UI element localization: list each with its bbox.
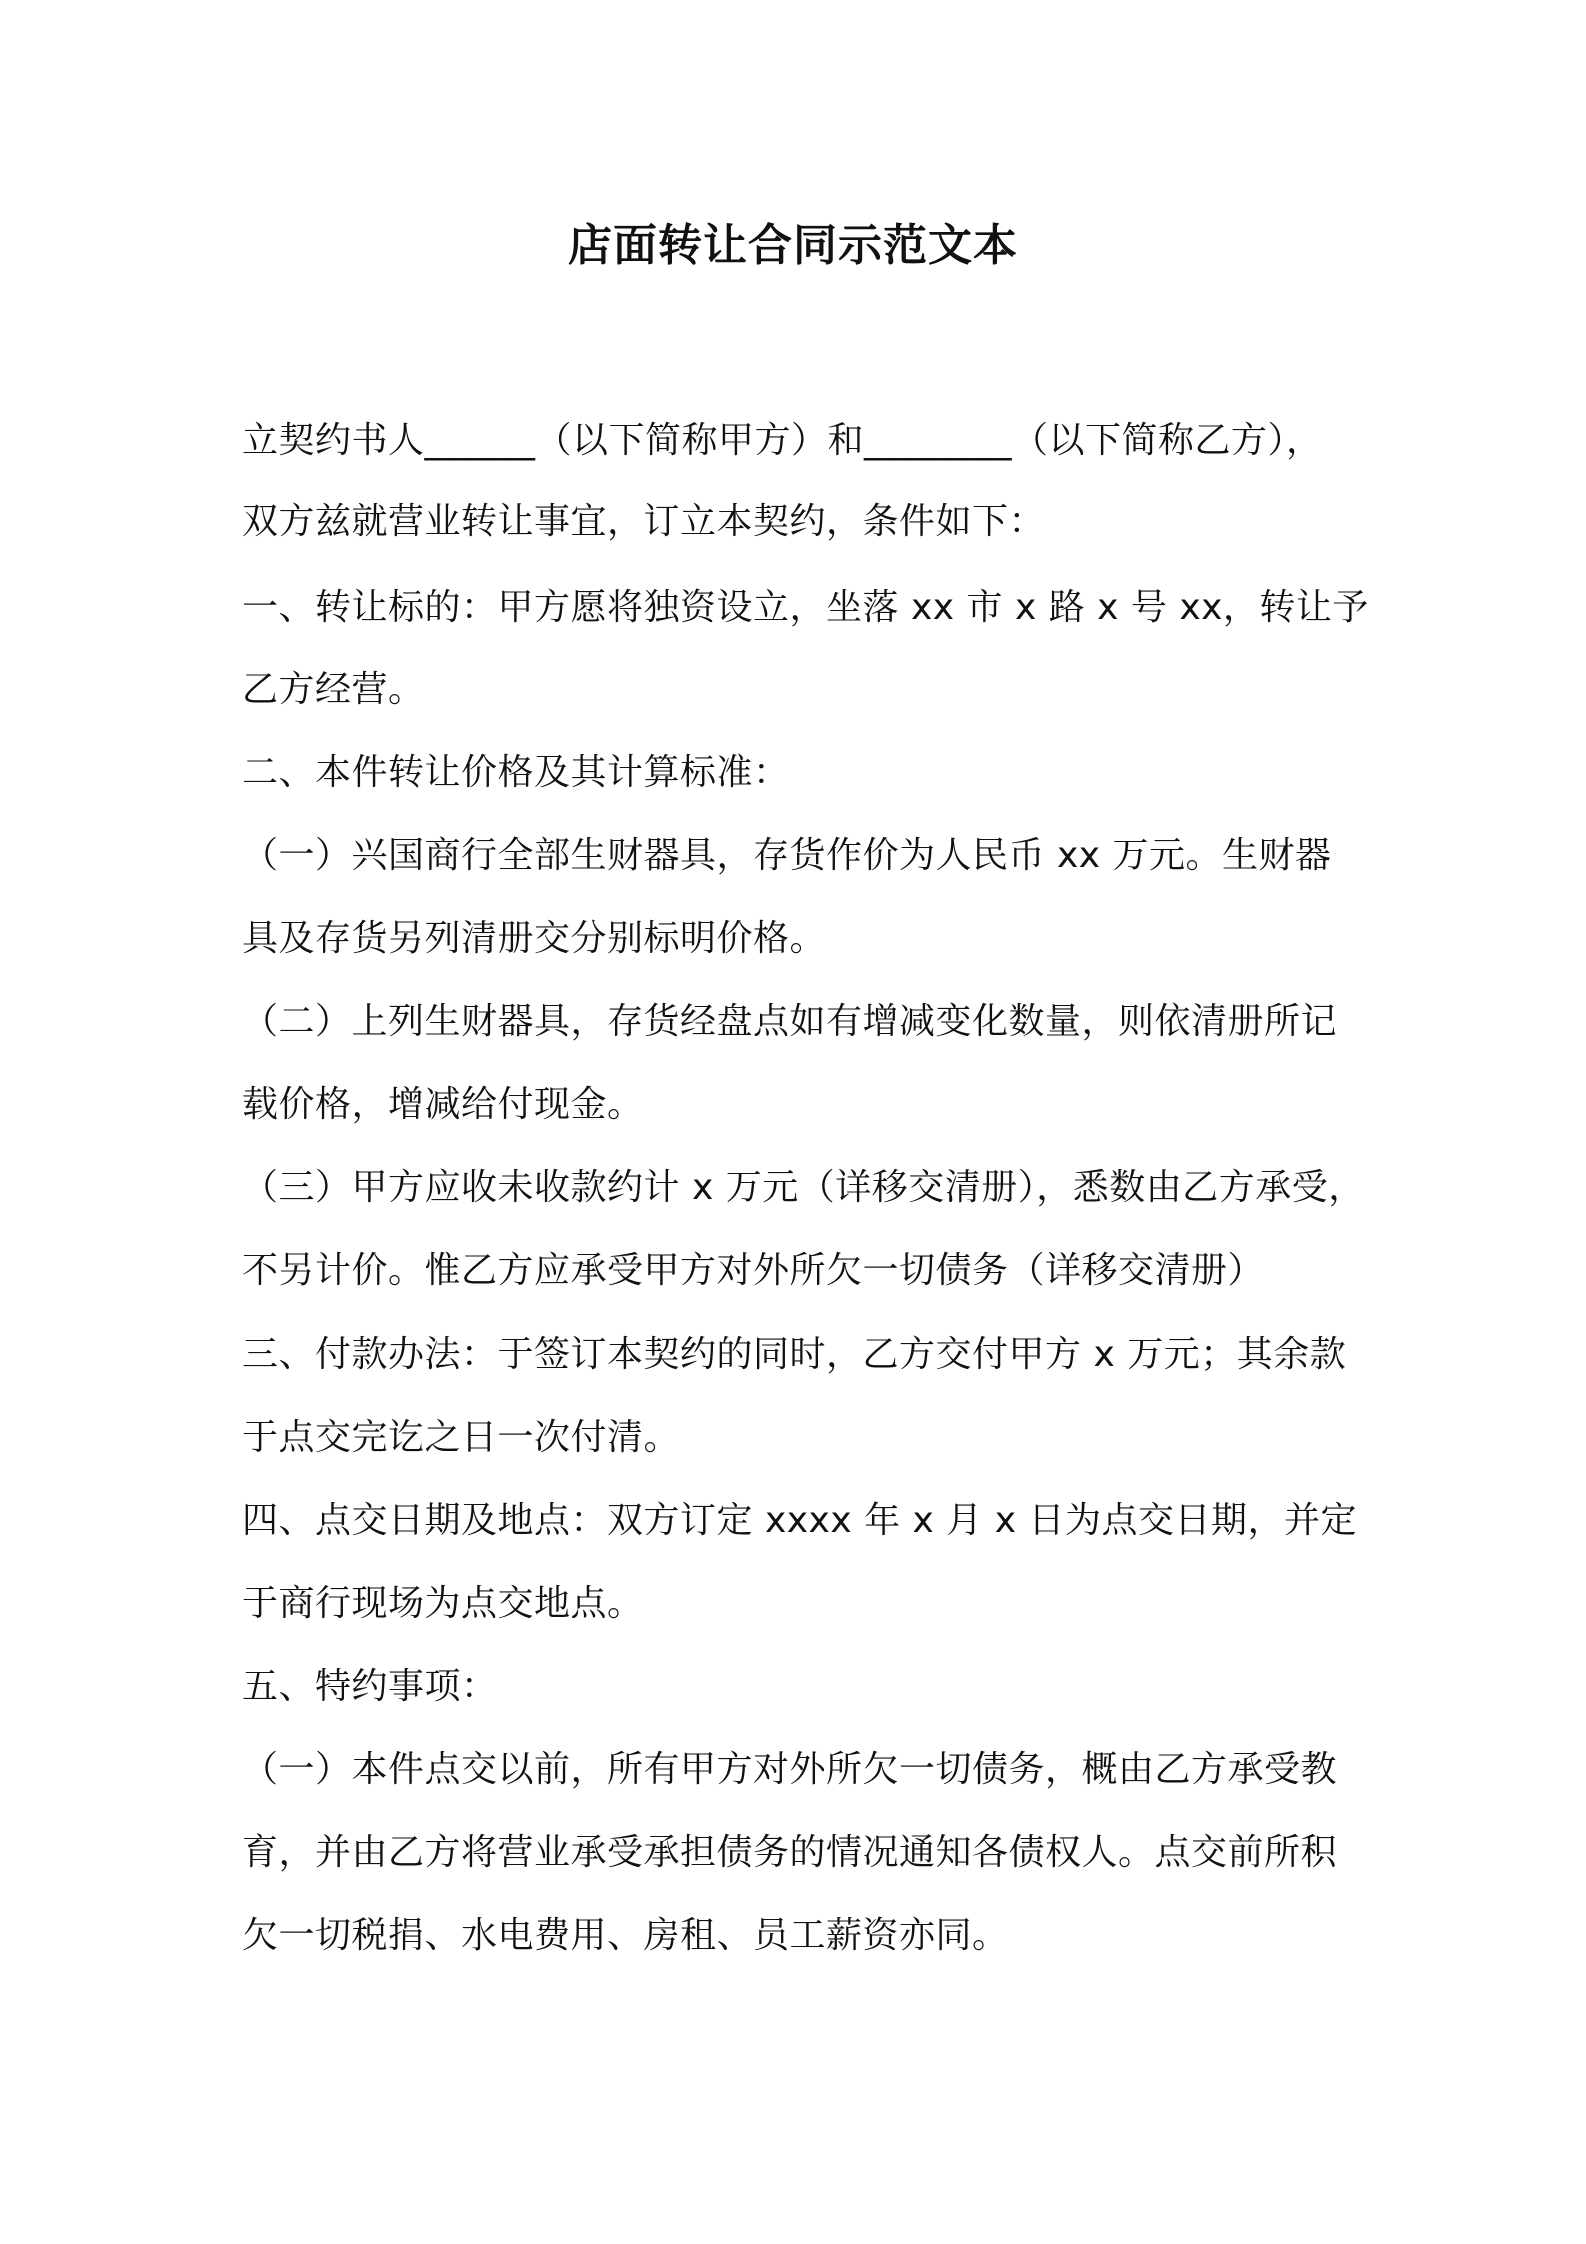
paragraph-line-16: 五、特约事项： [242,1666,498,1707]
paragraph-line-12: 三、付款办法：于签订本契约的同时，乙方交付甲方 x 万元；其余款 [242,1334,1347,1375]
paragraph-line-15: 于商行现场为点交地点。 [242,1583,644,1624]
paragraph-line-18: 育，并由乙方将营业承受承担债务的情况通知各债权人。点交前所积 [242,1832,1338,1873]
document-title: 店面转让合同示范文本 [568,220,1018,271]
paragraph-line-4: 乙方经营。 [242,669,425,710]
paragraph-line-2: 双方兹就营业转让事宜，订立本契约，条件如下： [242,501,1046,542]
paragraph-line-6: （一）兴国商行全部生财器具，存货作价为人民币 xx 万元。生财器 [242,835,1332,876]
paragraph-line-5: 二、本件转让价格及其计算标准： [242,752,790,793]
paragraph-line-1: 立契约书人______（以下简称甲方）和________（以下简称乙方）， [242,420,1323,461]
paragraph-line-10: （三）甲方应收未收款约计 x 万元（详移交清册），悉数由乙方承受， [242,1167,1365,1208]
paragraph-line-13: 于点交完讫之日一次付清。 [242,1417,681,1458]
paragraph-line-7: 具及存货另列清册交分别标明价格。 [242,918,827,959]
paragraph-line-3: 一、转让标的：甲方愿将独资设立，坐落 xx 市 x 路 x 号 xx，转让予 [242,587,1369,628]
paragraph-line-19: 欠一切税捐、水电费用、房租、员工薪资亦同。 [242,1915,1009,1956]
paragraph-line-8: （二）上列生财器具，存货经盘点如有增减变化数量，则依清册所记 [242,1001,1338,1042]
paragraph-line-9: 载价格，增减给付现金。 [242,1084,644,1125]
paragraph-line-11: 不另计价。惟乙方应承受甲方对外所欠一切债务（详移交清册） [242,1250,1265,1291]
paragraph-line-17: （一）本件点交以前，所有甲方对外所欠一切债务，概由乙方承受教 [242,1749,1338,1790]
paragraph-line-14: 四、点交日期及地点：双方订定 xxxx 年 x 月 x 日为点交日期，并定 [242,1500,1357,1541]
